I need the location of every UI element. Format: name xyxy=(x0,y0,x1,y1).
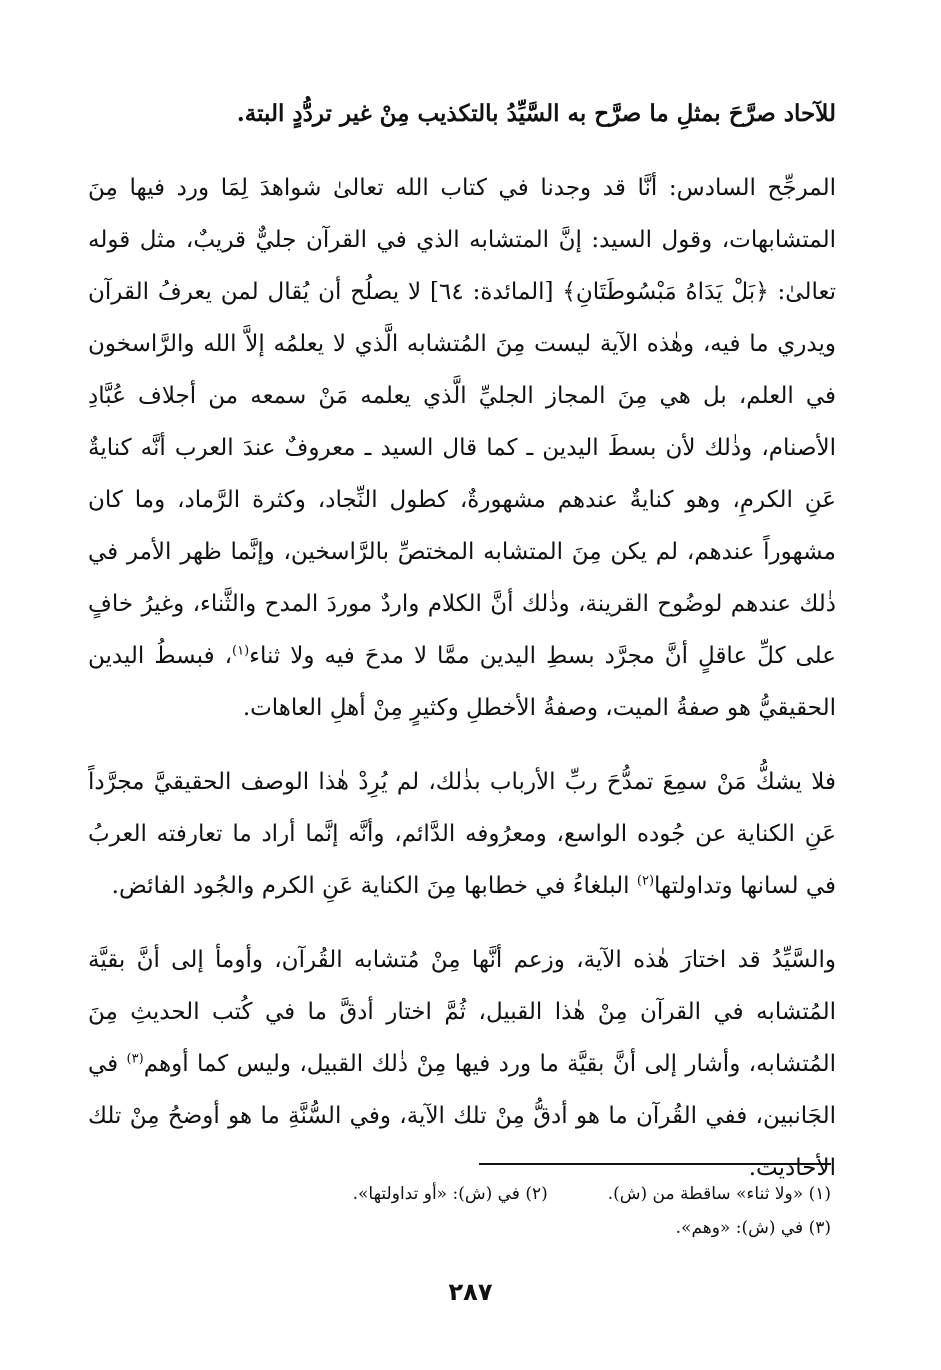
paragraph-4-tail: في الجَانبين، ففي القُرآن ما هو أدقُّ مِنْ تلك الآية، وفي السُّنَّةِ ما هو أوضحُ مِنْ تلك الأحاديث. xyxy=(88,1051,836,1181)
page-body xyxy=(88,88,836,1194)
footnote-ref-1: (١) xyxy=(232,643,250,659)
paragraph-4-text: والسَّيِّدُ قد اختارَ هٰذه الآية، وزعم أنَّها مِنْ مُتشابه القُرآن، وأومأ إلى أنَّ بقيَّة المُتشابه في القرآن مِنْ هٰذا القبيل، ثُمَّ اختار أدقَّ ما في كُتب الحديثِ مِنَ المُتشابه، وأشار إلى أنَّ بقيَّة ما ورد فيها مِنْ ذٰلك القبيل، وليس كما أوهم xyxy=(88,947,836,1077)
paragraph-2 xyxy=(88,162,836,734)
paragraph-2-tail: ، فبسطُ اليدين الحقيقيُّ هو صفةُ الميت، وصفةُ الأخطلِ وكثيرٍ مِنْ أهلِ العاهات. xyxy=(88,643,836,721)
footnote-ref-2: (٢) xyxy=(636,873,655,889)
paragraph-3-tail: البلغاءُ في خطابها مِنَ الكناية عَنِ الكرم والجُود الفائض. xyxy=(111,873,637,899)
page-number: ٢٨٧ xyxy=(448,1278,493,1306)
footnote-1: (١) «ولا ثناء» ساقطة من (ش). xyxy=(607,1184,831,1204)
footnote-2: (٢) في (ش): «أو تداولتها». xyxy=(352,1184,548,1204)
footnote-row-2 xyxy=(231,1211,831,1245)
paragraph-3-text: فلا يشكُّ مَنْ سمِعَ تمدُّحَ ربِّ الأرباب بذٰلك، لم يُرِدْ هٰذا الوصف الحقيقيَّ مجرَّداً عَنِ الكناية عن جُوده الواسع، ومعرُوفه الدَّائم، وأنَّه إنَّما أراد ما تعارفته العربُ في لسانها وتداولتها xyxy=(88,769,836,899)
footnote-row-1 xyxy=(231,1177,831,1211)
paragraph-3 xyxy=(88,756,836,912)
paragraph-2-text: المرجِّح السادس: أنَّا قد وجدنا في كتاب الله تعالىٰ شواهدَ لِمَا ورد فيها مِنَ المتشابهات، وقول السيد: إنَّ المتشابه الذي في القرآن جليٌّ قريبٌ، مثل قوله تعالىٰ: ﴿بَلْ يَدَاهُ مَبْسُوطَتَانِ﴾ [المائدة: ٦٤] لا يصلُح أن يُقال لمن يعرفُ القرآن ويدري ما فيه، وهٰذه الآية ليست مِنَ المُتشابه الَّذي لا يعلمُه إلاَّ الله والرَّاسخون في العلم، بل هي مِنَ المجاز الجليِّ الَّذي يعلمه مَنْ سمعه من أجلاف عُبَّادِ الأصنام، وذٰلك لأن بسطَ اليدين ـ كما قال السيد ـ معروفٌ عندَ العرب أنَّه كنايةٌ عَنِ الكرمِ، وهو كنايةٌ عندهم مشهورةٌ، كطول النِّجاد، وكثرة الرَّماد، وما كان مشهوراً عندهم، لم يكن مِنَ المتشابه المختصِّ بالرَّاسخين، وإنَّما ظهر الأمر في ذٰلك عندهم لوضُوح القرينة، وذٰلك أنَّ الكلام واردٌ موردَ المدح والثَّناء، وغيرُ خافٍ على كلِّ عاقلٍ أنَّ مجرَّد بسطِ اليدين ممَّا لا مدحَ فيه ولا ثناء xyxy=(88,175,837,669)
footnotes xyxy=(231,1165,831,1245)
footnote-ref-3: (٣) xyxy=(126,1051,144,1067)
paragraph-4 xyxy=(88,934,836,1194)
paragraph-1: للآحاد صرَّحَ بمثلِ ما صرَّح به السَّيِّدُ بالتكذيب مِنْ غير تردُّدٍ البتة. xyxy=(236,100,836,127)
footnote-3: (٣) في (ش): «وهم». xyxy=(675,1218,831,1238)
